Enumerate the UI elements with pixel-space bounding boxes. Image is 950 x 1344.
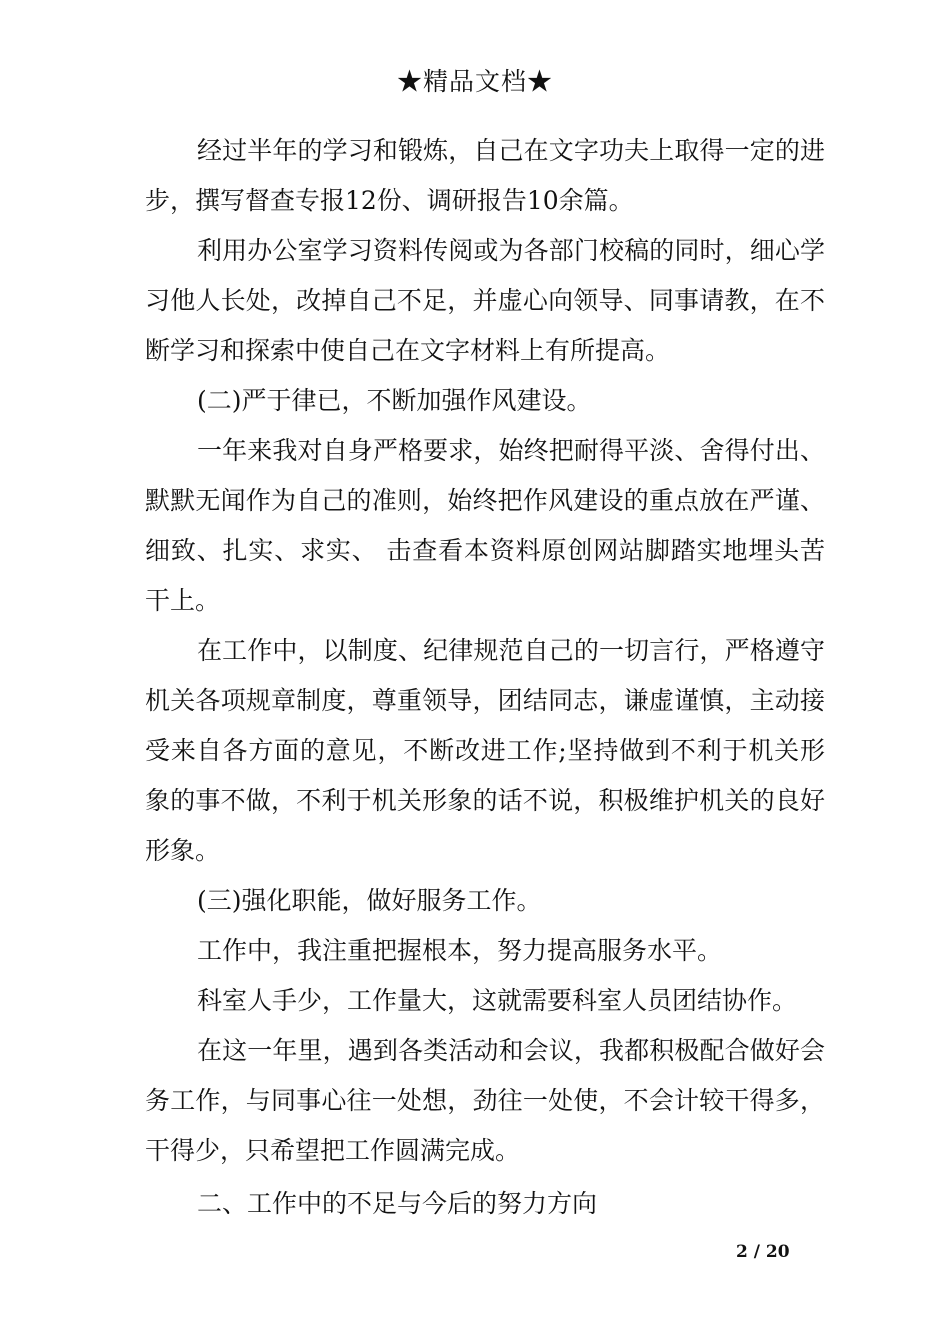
paragraph-3: (二)严于律已，不断加强作风建设。 <box>197 386 592 415</box>
paragraph-1: 经过半年的学习和锻炼，自己在文字功夫上取得一定的进步，撰写督查专报12份、调研报告10余篇。 <box>145 136 825 215</box>
paragraph-4: 一年来我对自身严格要求，始终把耐得平淡、舍得付出、默默无闻作为自己的准则，始终把作风建设的重点放在严谨、细致、扎实、求实、 击查看本资料原创网站脚踏实地埋头苦干上。 <box>145 436 825 615</box>
section-heading-shortcomings: 二、工作中的不足与今后的努力方向 <box>197 1189 598 1218</box>
paragraph-5: 在工作中，以制度、纪律规范自己的一切言行，严格遵守机关各项规章制度，尊重领导，团结同志，谦虚谨慎，主动接受来自各方面的意见，不断改进工作;坚持做到不利于机关形象的事不做，不利于机关形象的话不说，积极维护机关的良好形象。 <box>145 636 825 865</box>
paragraph-7: 工作中，我注重把握根本，努力提高服务水平。 <box>197 936 723 965</box>
paragraph-9: 在这一年里，遇到各类活动和会议，我都积极配合做好会务工作，与同事心往一处想，劲往一处使，不会计较干得多，干得少，只希望把工作圆满完成。 <box>145 1036 825 1165</box>
document-header-title: ★精品文档★ <box>396 67 553 96</box>
paragraph-2: 利用办公室学习资料传阅或为各部门校稿的同时，细心学习他人长处，改掉自己不足，并虚心向领导、同事请教，在不断学习和探索中使自己在文字材料上有所提高。 <box>145 236 825 365</box>
page-number: 2 / 20 <box>736 1242 790 1262</box>
paragraph-6: (三)强化职能，做好服务工作。 <box>197 886 542 915</box>
paragraph-8: 科室人手少，工作量大，这就需要科室人员团结协作。 <box>197 986 798 1015</box>
document-body <box>145 126 825 1229</box>
